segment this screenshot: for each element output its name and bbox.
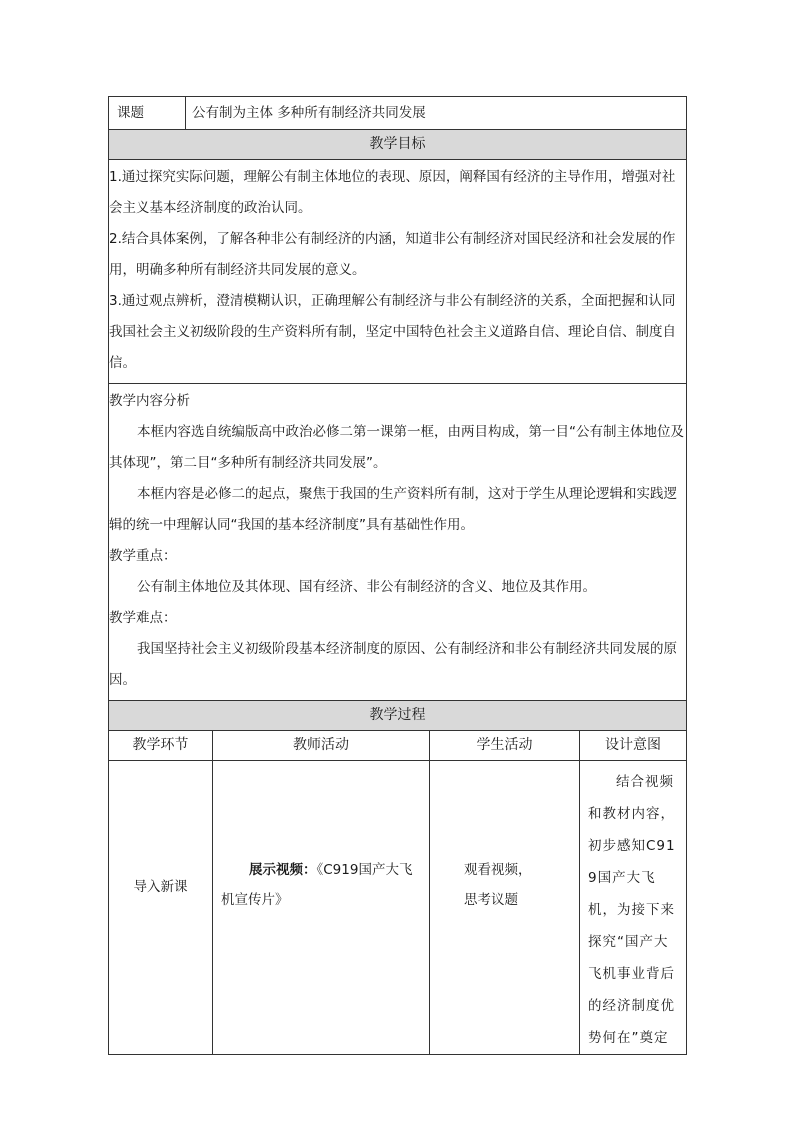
difficulty-text: 我国坚持社会主义初级阶段基本经济制度的原因、公有制经济和非公有制经济共同发展的原因。: [109, 641, 677, 688]
analysis-cell: [109, 384, 687, 701]
topic-title: 公有制为主体 多种所有制经济共同发展: [186, 97, 687, 130]
teacher-wrapper: [213, 761, 429, 1009]
student-activity-line: 思考议题: [464, 892, 518, 908]
process-columns-row: [109, 731, 687, 761]
process-row: [109, 761, 687, 1055]
analysis-row: [109, 384, 687, 701]
goal-item: 3.通过观点辨析，澄清模糊认识，正确理解公有制经济与非公有制经济的关系，全面把握和认同我国社会主义初级阶段的生产资料所有制，坚定中国特色社会主义道路自信、理论自信、制度自信。: [109, 293, 676, 371]
goals-row: [109, 160, 687, 384]
topic-row: [109, 97, 687, 130]
stage-name: 导入新课: [133, 879, 188, 895]
lesson-plan-table: [108, 96, 687, 1055]
process-heading-row: [109, 701, 687, 731]
goals-heading: 教学目标: [109, 130, 687, 160]
student-wrapper: [430, 761, 579, 1009]
student-activity-cell: [430, 761, 580, 1055]
column-header-student: 学生活动: [430, 731, 580, 761]
design-intent-cell: [580, 761, 687, 1055]
student-activity-line: 观看视频，: [464, 862, 532, 878]
student-activity: [430, 855, 532, 915]
topic-label: 课题: [109, 97, 186, 130]
stage-wrapper: [109, 761, 212, 1009]
teacher-activity: [213, 855, 429, 915]
teacher-activity-cell: [213, 761, 430, 1055]
key-points-text: 公有制主体地位及其体现、国有经济、非公有制经济的含义、地位及其作用。: [137, 579, 596, 595]
goals-list: [109, 160, 686, 383]
goal-item: 1.通过探究实际问题，理解公有制主体地位的表现、原因，阐释国有经济的主导作用，增强对社会主义基本经济制度的政治认同。: [109, 169, 676, 216]
goals-heading-row: [109, 130, 687, 160]
teacher-activity-text: 《C919国产大飞机宣传片》: [221, 862, 413, 908]
column-header-stage: 教学环节: [109, 731, 213, 761]
key-points-label: 教学重点：: [109, 548, 177, 564]
column-header-intent: 设计意图: [580, 731, 687, 761]
process-heading: 教学过程: [109, 701, 687, 731]
goal-item: 2.结合具体案例，了解各种非公有制经济的内涵，知道非公有制经济对国民经济和社会发展的作用，明确多种所有制经济共同发展的意义。: [109, 231, 676, 278]
analysis-paragraph: 本框内容选自统编版高中政治必修二第一课第一框，由两目构成，第一目“公有制主体地位及其体现”，第二目“多种所有制经济共同发展”。: [109, 424, 684, 471]
analysis-content: [109, 384, 686, 700]
analysis-paragraph: 本框内容是必修二的起点，聚焦于我国的生产资料所有制，这对于学生从理论逻辑和实践逻辑的统一中理解认同“我国的基本经济制度”具有基础性作用。: [109, 486, 677, 533]
goals-cell: [109, 160, 687, 384]
lesson-plan-document: [108, 96, 686, 1055]
teacher-activity-label: 展示视频：: [249, 862, 317, 878]
design-intent-text: 结合视频和教材内容，初步感知C919国产大飞机，为接下来探究“国产大飞机事业背后的经济制度优势何在”奠定: [588, 774, 676, 1046]
analysis-heading: 教学内容分析: [109, 393, 190, 409]
difficulty-label: 教学难点：: [109, 610, 177, 626]
column-header-teacher: 教师活动: [213, 731, 430, 761]
stage-cell: [109, 761, 213, 1055]
